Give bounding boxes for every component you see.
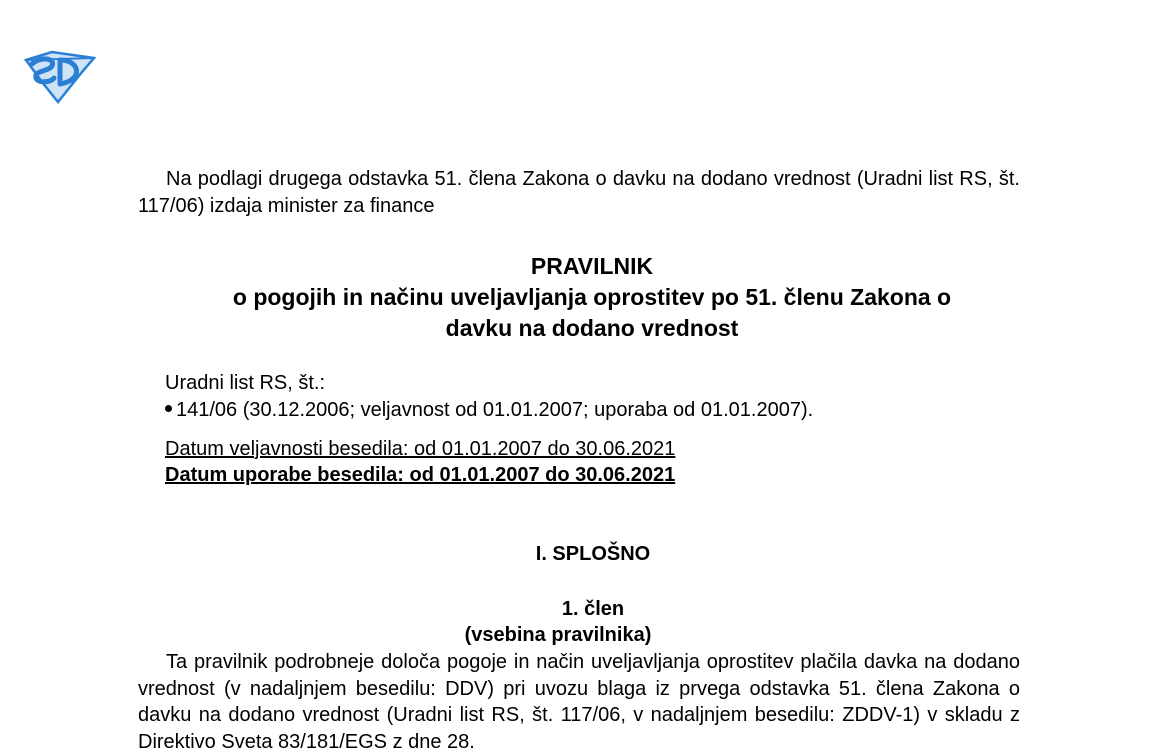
gazette-entry-text: 141/06 (30.12.2006; veljavnost od 01.01.2007; uporaba od 01.01.2007). <box>176 399 814 421</box>
document-subtitle-line-2: davku na dodano vrednost <box>445 315 739 341</box>
article-title: (vsebina pravilnika) <box>464 624 652 646</box>
gazette-entry <box>165 397 813 423</box>
section-heading: I. SPLOŠNO <box>535 543 651 565</box>
validity-date: Datum veljavnosti besedila: od 01.01.2007 do 30.06.2021 <box>165 438 676 460</box>
intro-paragraph: Na podlagi drugega odstavka 51. člena Zakona o davku na dodano vrednost (Uradni list RS, št. 117/06) izdaja minister za finance <box>138 168 1020 217</box>
gazette-label: Uradni list RS, št.: <box>165 372 326 394</box>
article-number: 1. člen <box>561 598 625 620</box>
bullet-icon <box>165 405 172 412</box>
sd-logo <box>22 50 96 104</box>
document-title: PRAVILNIK <box>530 253 654 279</box>
use-date: Datum uporabe besedila: od 01.01.2007 do 30.06.2021 <box>165 464 676 486</box>
article-body: Ta pravilnik podrobneje določa pogoje in način uveljavljanja oprostitev plačila davka na dodano vrednost (v nadaljnjem besedilu: DDV) pri uvozu blaga iz prvega odstavka 51. člena Zakona o davku na dodano vrednost (Uradni list RS, št. 117/06, v nadaljnjem besedilu: ZDDV-1) v skladu z Direktivo Sveta 83/181/EGS z dne 28. <box>138 651 1020 753</box>
document-subtitle-line-1: o pogojih in načinu uveljavljanja oprostitev po 51. členu Zakona o <box>232 284 952 310</box>
